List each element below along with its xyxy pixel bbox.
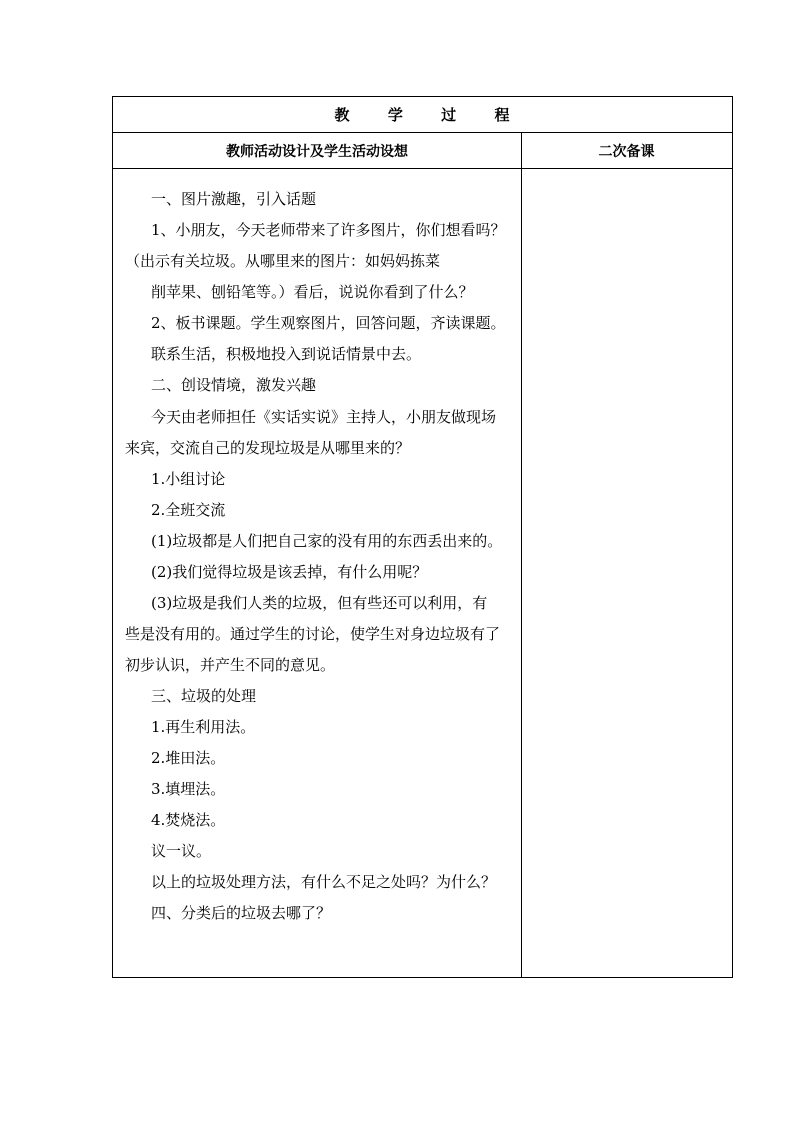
- header-second-preparation: 二次备课: [598, 143, 655, 160]
- table-title-row: [113, 97, 732, 133]
- content-line: 联系生活，积极地投入到说话情景中去。: [151, 345, 422, 363]
- content-line: 来宾，交流自己的发现垃圾是从哪里来的？: [125, 439, 411, 457]
- lesson-process-table: [112, 96, 733, 978]
- table-title: 教 学 过 程: [334, 106, 511, 124]
- section-heading-1: 一、图片激趣，引入话题: [151, 190, 317, 208]
- content-line: 3.填埋法。: [151, 780, 226, 798]
- content-line: 2.堆田法。: [151, 749, 226, 767]
- content-line: (1)垃圾都是人们把自己家的没有用的东西丢出来的。: [151, 532, 503, 550]
- content-line: 4.焚烧法。: [151, 811, 226, 829]
- content-line: 1、小朋友，今天老师带来了许多图片，你们想看吗？: [151, 221, 506, 239]
- table-header-row: [113, 133, 732, 169]
- content-line: (3)垃圾是我们人类的垃圾，但有些还可以利用，有: [151, 594, 488, 612]
- section-heading-4: 四、分类后的垃圾去哪了？: [151, 904, 332, 922]
- content-line: （出示有关垃圾。从哪里来的图片：如妈妈拣菜: [125, 252, 441, 270]
- content-line: 议一议。: [151, 842, 212, 860]
- content-line: 1.再生利用法。: [151, 718, 256, 736]
- content-line: 2、板书课题。学生观察图片，回答问题，齐读课题。: [151, 314, 506, 332]
- header-teacher-student-activities: 教师活动设计及学生活动设想: [226, 143, 408, 160]
- section-heading-2: 二、创设情境，激发兴趣: [151, 376, 317, 394]
- content-line: 初步认识，并产生不同的意见。: [125, 656, 336, 674]
- second-preparation-cell: [522, 169, 732, 977]
- content-line: 1.小组讨论: [151, 470, 226, 488]
- content-line: 以上的垃圾处理方法，有什么不足之处吗？为什么？: [151, 873, 497, 891]
- section-heading-3: 三、垃圾的处理: [151, 687, 257, 705]
- content-line: (2)我们觉得垃圾是该丢掉，有什么用呢？: [151, 563, 428, 581]
- content-line: 些是没有用的。通过学生的讨论，使学生对身边垃圾有了: [125, 625, 501, 643]
- content-line: 今天由老师担任《实话实说》主持人，小朋友做现场: [151, 408, 497, 426]
- content-line: 2.全班交流: [151, 501, 226, 519]
- content-line: 削苹果、刨铅笔等。）看后，说说你看到了什么？: [151, 283, 474, 301]
